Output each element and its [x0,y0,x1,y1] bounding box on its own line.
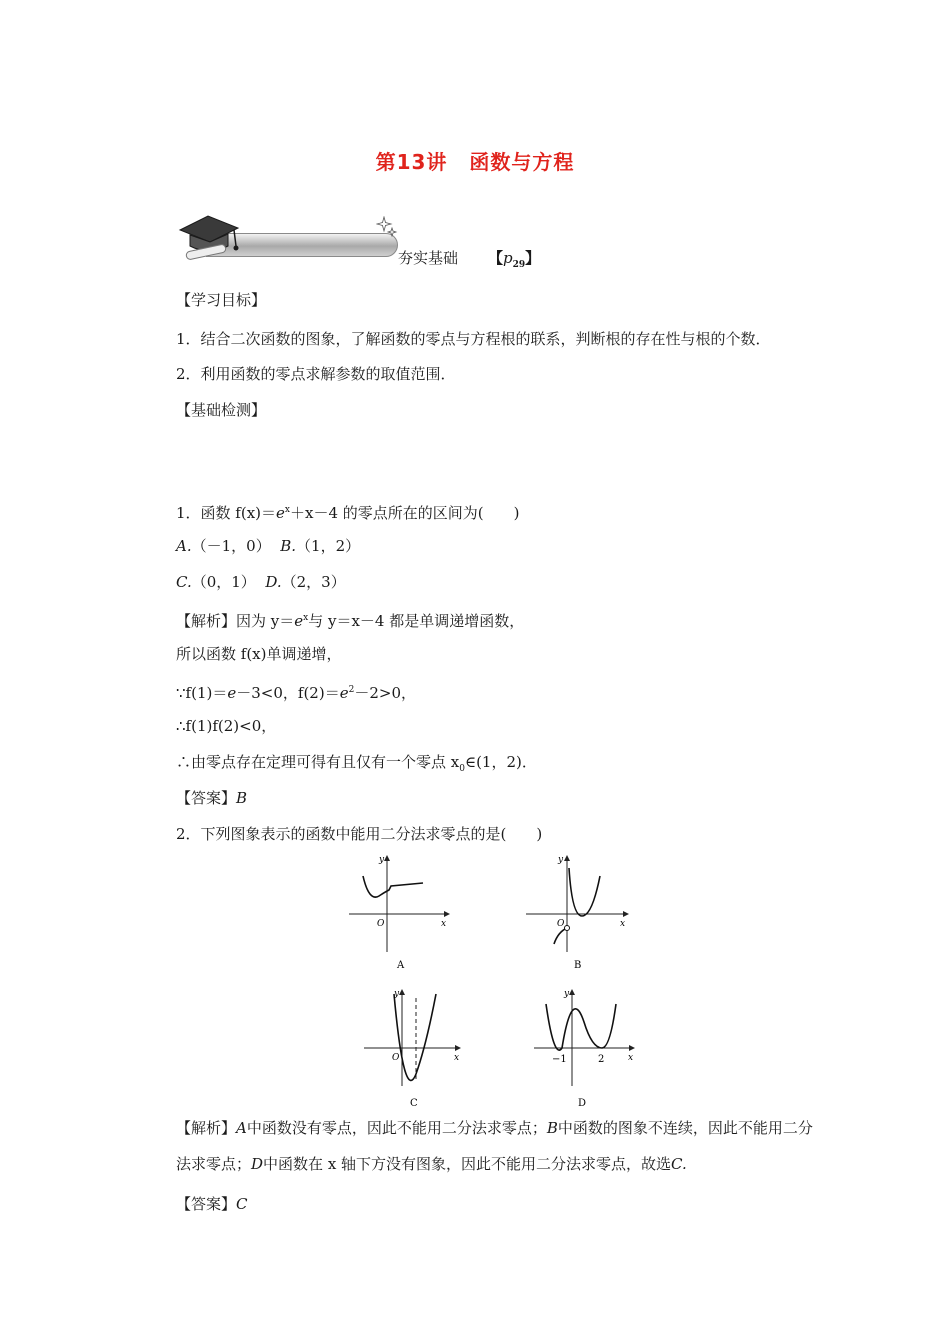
graph-b [520,852,635,974]
graph-d-curve [546,1004,616,1050]
graph-b-open-point [565,926,570,931]
q1-sol5-subscript: 0 [459,764,465,774]
q1-sol1-e: e [294,612,304,630]
graph-a-label: A [397,960,405,971]
q1-option-d-letter: D. [265,573,282,591]
q1-answer-value: B [236,789,248,807]
q2-sol-text-1: 中函数没有零点，因此不能用二分法求零点； [246,1119,547,1137]
q2-sol-option-b: B [546,1119,558,1137]
q1-sol5-text-b: ∈(1，2)． [464,753,537,771]
graph-c-origin-label: O [392,1053,400,1063]
q1-sol3-e2: e [339,684,349,702]
q1-solution-line-3 [176,680,416,703]
graph-a-curve [363,876,423,897]
q1-sol5-text-a: ∴由零点存在定理可得有且仅有一个零点 x [176,753,460,771]
graph-c-label: C [410,1098,418,1109]
graph-b-x-label: x [620,919,626,929]
q2-solution-label: 【解析】 [176,1119,237,1137]
q1-option-c-letter: C. [176,573,192,591]
q1-stem-e: e [276,504,285,522]
q1-answer-label: 【答案】 [176,789,237,807]
q2-stem: 2．下列图象表示的函数中能用二分法求零点的是( ) [176,825,543,843]
page-title [0,146,950,175]
graph-a-origin-label: O [377,919,385,929]
banner-label: 夯实基础 [398,249,459,267]
sparkle-icon [376,216,398,238]
graph-d-tick-2: 2 [598,1054,605,1065]
q1-solution-line-5 [176,752,537,779]
q1-stem-text-b: ＋x－4 的零点所在的区间为( ) [290,504,520,522]
q1-solution-line-2: 所以函数 f(x)单调递增， [176,645,342,663]
graph-b-label: B [574,960,582,971]
title-topic: 函数与方程 [469,150,575,174]
graph-b-origin-label: O [557,919,565,929]
q1-options-row-2 [176,572,346,592]
page-ref-close: 】 [525,249,541,267]
q2-answer-value: C [236,1195,248,1213]
q2-sol-text-2: 中函数的图象不连续，因此不能用二分法求零点； [176,1119,813,1173]
graduation-cap-icon [176,208,246,264]
q1-option-a-letter: A. [176,537,192,555]
graph-a-x-label: x [441,919,447,929]
graph-d-label: D [578,1098,587,1109]
q1-solution-line-4: ∴f(1)f(2)<0， [176,717,277,735]
q1-options-row-1 [176,536,360,556]
objectives-heading: 【学习目标】 [176,291,267,309]
q1-sol3-e1: e [227,684,237,702]
q2-sol-text-3: 中函数在 x 轴下方没有图象，因此不能用二分法求零点，故选 [263,1155,672,1173]
q1-solution-label: 【解析】 [176,612,237,630]
q1-sol3-exponent: 2 [348,685,355,695]
page-ref-p: p [503,249,513,267]
q2-solution [176,1110,816,1182]
q1-sol3-text-a: ∵f(1)＝ [176,684,228,702]
q1-answer [176,788,247,808]
page-ref-open: 【 [488,249,504,267]
graph-c-y-label: y [394,989,400,999]
q1-stem-text-a: 1．函数 f(x)＝ [176,504,277,522]
q2-sol-option-d: D [251,1155,264,1173]
q2-sol-option-c: C. [671,1155,687,1173]
graph-a [345,852,455,974]
q1-option-a: （－1，0） [191,537,271,555]
q1-option-c: （0，1） [191,573,256,591]
q1-option-b: （1，2） [296,537,361,555]
q2-sol-option-a: A [236,1119,247,1137]
q1-stem-exponent: x [284,505,290,515]
page-ref-number: 29 [512,260,526,270]
graph-d [530,986,640,1110]
graph-d-x-label: x [628,1053,634,1063]
q1-sol1-text-b: 与 y＝x－4 都是单调递增函数， [308,612,525,630]
graph-b-curve-left [554,928,567,944]
graph-c-x-label: x [454,1053,460,1063]
graph-c [360,986,470,1110]
graph-d-y-label: y [564,989,570,999]
page-reference [488,247,540,270]
objective-item-1: 1．结合二次函数的图象，了解函数的零点与方程根的联系，判断根的存在性与根的个数． [176,330,771,348]
q2-answer [176,1194,248,1214]
q1-option-d: （2，3） [281,573,346,591]
q1-sol3-text-c: －2>0， [354,684,416,702]
q1-sol3-text-b: －3<0，f(2)＝ [236,684,340,702]
q1-option-b-letter: B. [280,537,297,555]
check-heading: 【基础检测】 [176,401,267,419]
graph-b-curve-right [569,868,600,916]
objective-item-2: 2．利用函数的零点求解参数的取值范围． [176,365,456,383]
graph-b-y-label: y [558,855,564,865]
q1-solution-line-1 [176,608,524,631]
graph-d-tick-neg1: −1 [552,1054,567,1065]
q1-sol1-exponent: x [303,613,309,623]
q1-sol1-text-a: 因为 y＝ [236,612,295,630]
graph-c-curve [394,994,436,1080]
q2-answer-label: 【答案】 [176,1195,237,1213]
q1-stem [176,500,519,523]
title-lecture-number: 第13讲 [375,150,448,174]
graph-a-y-label: y [379,855,385,865]
